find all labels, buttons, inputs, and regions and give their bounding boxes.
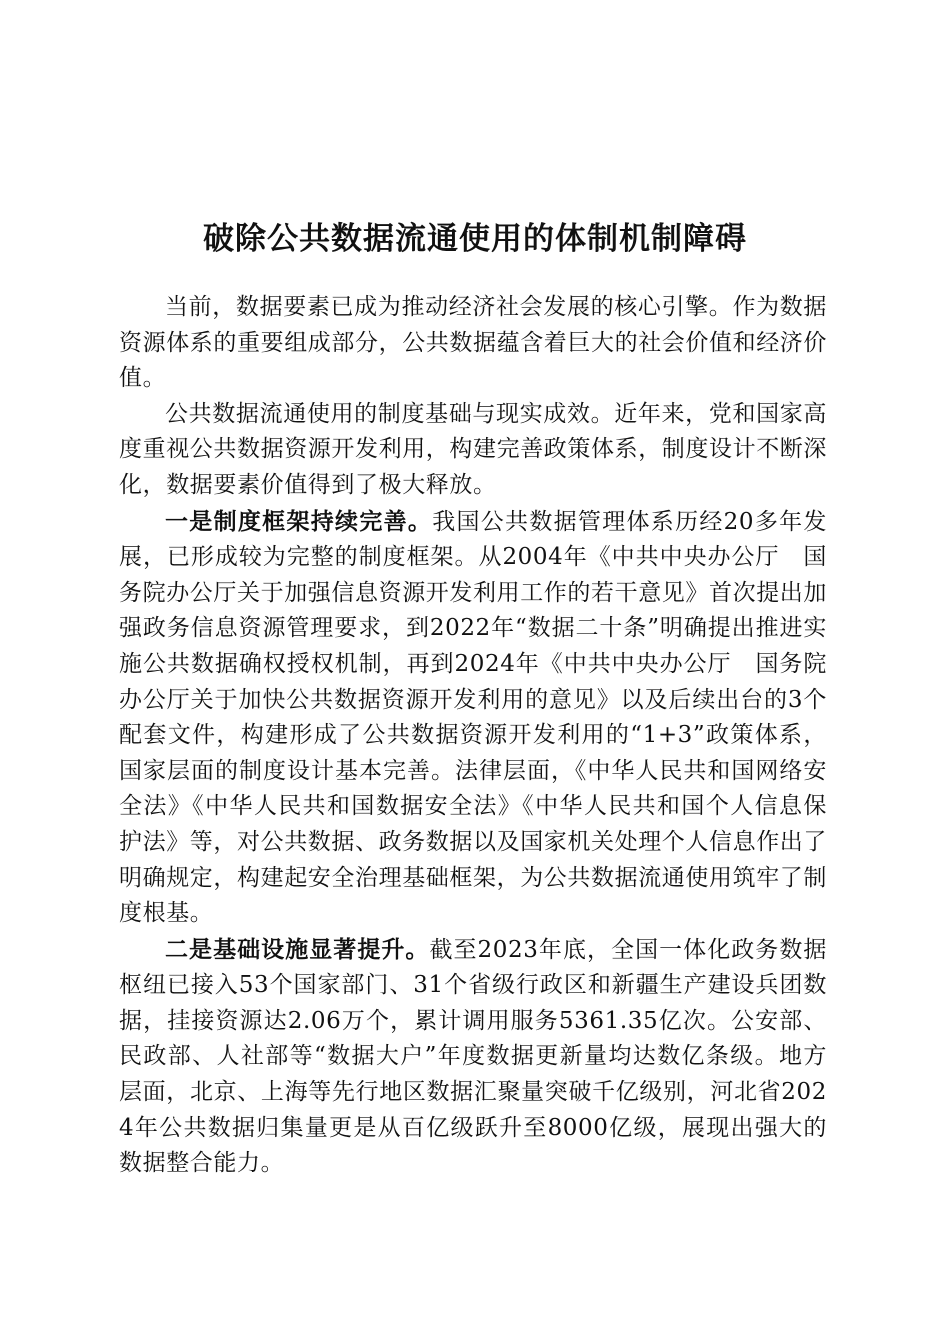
paragraph-lead: 一是制度框架持续完善。 xyxy=(165,507,433,535)
paragraph-text: 当前，数据要素已成为推动经济社会发展的核心引擎。作为数据资源体系的重要组成部分，公共数据蕴含着巨大的社会价值和经济价值。 xyxy=(119,294,827,392)
paragraph-lead: 二是基础设施显著提升。 xyxy=(165,935,430,963)
paragraph-institutional-framework xyxy=(119,504,827,932)
paragraph-foundation xyxy=(119,397,827,504)
paragraph-text: 公共数据流通使用的制度基础与现实成效。近年来，党和国家高度重视公共数据资源开发利用，构建完善政策体系，制度设计不断深化，数据要素价值得到了极大释放。 xyxy=(119,400,827,498)
paragraph-text: 我国公共数据管理体系历经20多年发展，已形成较为完整的制度框架。从2004年《中共中央办公厅 国务院办公厅关于加强信息资源开发利用工作的若干意见》首次提出加强政务信息资源管理要求，到2022年“数据二十条”明确提出推进实施公共数据确权授权机制，再到2024年《中共中央办公厅 国务院办公厅关于加快公共数据资源开发利用的意见》以及后续出台的3个配套文件，构建形成了公共数据资源开发利用的“1+3”政策体系，国家层面的制度设计基本完善。法律层面，《中华人民共和国网络安全法》《中华人民共和国数据安全法》《中华人民共和国个人信息保护法》等，对公共数据、政务数据以及国家机关处理个人信息作出了明确规定，构建起安全治理基础框架，为公共数据流通使用筑牢了制度根基。 xyxy=(119,508,827,927)
paragraph-intro xyxy=(119,290,827,397)
document-title: 破除公共数据流通使用的体制机制障碍 xyxy=(203,220,747,257)
paragraph-text: 截至2023年底，全国一体化政务数据枢纽已接入53个国家部门、31个省级行政区和新疆生产建设兵团数据，挂接资源达2.06万个，累计调用服务5361.35亿次。公安部、民政部、人社部等“数据大户”年度数据更新量均达数亿条级。地方层面，北京、上海等先行地区数据汇聚量突破千亿级别，河北省2024年公共数据归集量更是从百亿级跃升至8000亿级，展现出强大的数据整合能力。 xyxy=(119,936,827,1177)
paragraph-infrastructure xyxy=(119,932,827,1182)
document-body xyxy=(119,290,827,1182)
